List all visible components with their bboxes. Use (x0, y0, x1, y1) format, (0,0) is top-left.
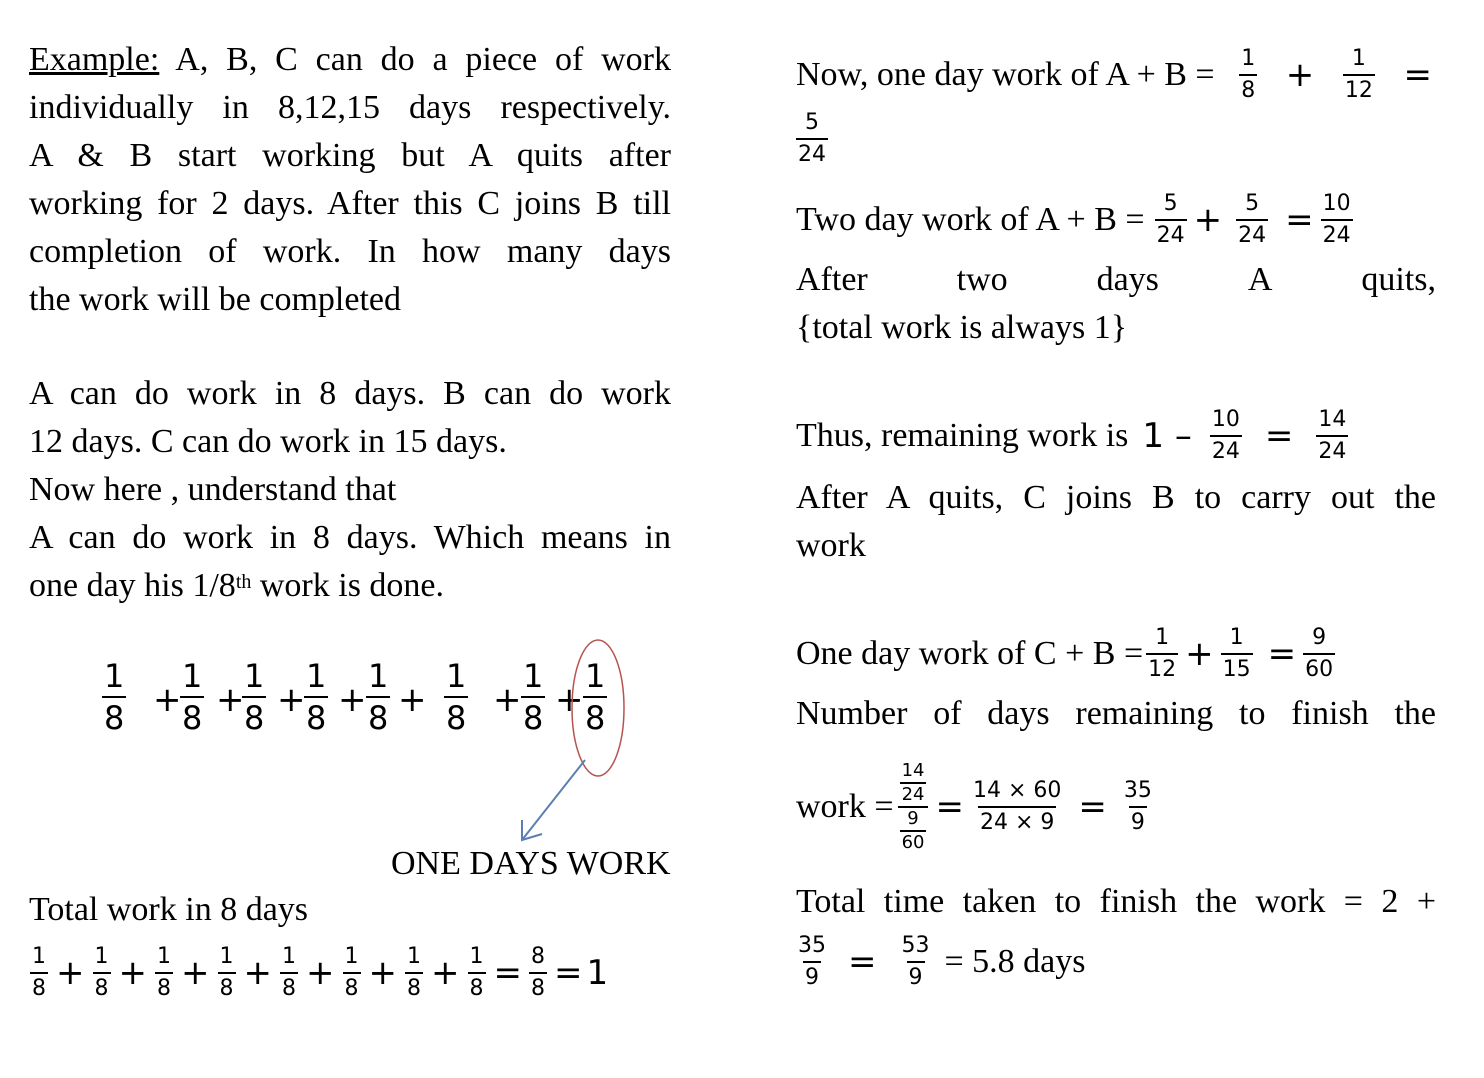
example-label: Example: (29, 41, 160, 78)
fraction: $\frac{10}{24}$ (1322, 191, 1351, 248)
eighth-fraction: $\frac{1}{8}$ (32, 944, 46, 1001)
eighth-fraction: $\frac{1}{8}$ (368, 657, 389, 737)
days-remaining-line: Number of days remaining to finish the (796, 695, 1436, 732)
fraction: $\frac{5}{24}$ (1156, 191, 1185, 248)
after-a-quits-line-1: After A quits, C joins B to carry out the (796, 479, 1436, 516)
line-ab-result (796, 112, 828, 166)
plus-sign: + (153, 680, 182, 720)
eighth-fraction: $\frac{1}{8}$ (407, 944, 421, 1001)
equals-sign: = (554, 953, 583, 993)
equals-sign: = (1285, 200, 1314, 240)
plus-sign: + (493, 680, 522, 720)
plus-sign: + (118, 953, 147, 993)
plus-sign: + (306, 953, 335, 993)
eighth-fraction: $\frac{1}{8}$ (104, 657, 125, 737)
line-ab-two-day: Two day work of A + B = $\frac{5}{24}$ + $\frac{5}{24}$ = $\frac{10}{24}$ (796, 191, 1351, 248)
after-two-days-line: After two days A quits, (796, 261, 1436, 298)
given-line-1: A can do work in 8 days. B can do work (29, 375, 671, 412)
eighth-fraction: $\frac{1}{8}$ (469, 944, 484, 1001)
line-cb-one-day: One day work of C + B = $\frac{1}{12}$ + $\frac{1}{15}$ = $\frac{9}{60}$ (796, 625, 1334, 682)
eighth-fraction: $\frac{1}{8}$ (585, 657, 606, 737)
equals-sign: = (1078, 787, 1107, 827)
problem-line-2: individually in 8,12,15 days respectively. (29, 89, 671, 126)
given-line-3: Now here , understand that (29, 471, 397, 508)
total-work-label: Total work in 8 days (29, 891, 309, 928)
equals-sign: = (848, 942, 877, 982)
fraction: $\frac{10}{24}$ (1211, 407, 1240, 464)
fraction: $\frac{35}{9}$ (798, 933, 826, 990)
total-time-result-line: $\frac{35}{9}$ = $\frac{53}{9}$ = 5.8 days (798, 933, 1086, 990)
sum-fraction: $\frac{8}{8}$ (531, 944, 545, 1001)
plus-sign: + (338, 680, 367, 720)
plus-sign: + (368, 953, 397, 993)
total-work-always-one: {total work is always 1} (796, 309, 1128, 346)
total-time-line: Total time taken to finish the work = 2 + (796, 883, 1436, 920)
equals-sign: = (1264, 416, 1294, 456)
total-work-equation (26, 938, 608, 1008)
plus-sign: + (1285, 55, 1315, 95)
fraction: $\frac{53}{9}$ (901, 933, 930, 990)
plus-sign: + (181, 953, 210, 993)
eighth-fraction: $\frac{1}{8}$ (182, 657, 203, 737)
total-result: 1 (586, 953, 609, 993)
given-line-2: 12 days. C can do work in 15 days. (29, 423, 507, 460)
given-line-4: A can do work in 8 days. Which means in (29, 519, 671, 556)
fraction: $\frac{14 \times 60}{24 \times 9}$ (972, 778, 1062, 835)
eighth-fraction: $\frac{1}{8}$ (157, 944, 171, 1001)
plus-sign: + (1193, 200, 1223, 240)
after-a-quits-line-2: work (796, 527, 866, 564)
plus-sign: + (243, 953, 272, 993)
eighth-fraction: $\frac{1}{8}$ (523, 657, 544, 737)
fraction: $\frac{5}{24}$ (1238, 191, 1267, 248)
plus-sign: + (216, 680, 245, 720)
eighth-fraction: $\frac{1}{8}$ (244, 657, 265, 737)
equals-sign: = (1403, 55, 1432, 95)
fraction: $\frac{9}{60}$ (1305, 625, 1334, 682)
fraction: $\frac{1}{12}$ (1344, 46, 1373, 103)
annotation-graphic (0, 0, 700, 880)
plus-sign: + (431, 953, 460, 993)
eighth-fraction: $\frac{1}{8}$ (219, 944, 234, 1001)
annotation-label: ONE DAYS WORK (391, 845, 671, 882)
fraction: $\frac{1}{15}$ (1222, 625, 1251, 682)
line-ab-one-day: Now, one day work of A + B = $\frac{1}{8}$ + $\frac{1}{12}$ = (796, 46, 1432, 103)
fraction: $\frac{1}{8}$ (1241, 46, 1256, 103)
plus-sign: + (398, 680, 427, 720)
fraction: $\frac{5}{24}$ (798, 110, 826, 167)
equals-sign: = (935, 787, 964, 827)
problem-line-5: completion of work. In how many days (29, 233, 671, 270)
plus-sign: + (56, 953, 85, 993)
problem-line-4: working for 2 days. After this C joins B till (29, 185, 671, 222)
given-line-5: one day his 1/8th work is done. (29, 567, 445, 604)
fraction: $\frac{1}{12}$ (1148, 625, 1177, 682)
work-equation-line: work = $\frac{\frac{14}{24}}{\frac{9}{60}}$ = $\frac{14 \times 60}{24 \times 9}$ = $\frac{35}{9}$ (796, 760, 1152, 853)
plus-sign: + (555, 680, 584, 720)
eighth-fraction: $\frac{1}{8}$ (94, 944, 109, 1001)
equals-sign: = (1267, 634, 1297, 674)
equals-sign: = (493, 953, 522, 993)
eighth-fraction: $\frac{1}{8}$ (282, 944, 296, 1001)
plus-sign: + (277, 680, 306, 720)
complex-fraction: $\frac{\frac{14}{24}}{\frac{9}{60}}$ (898, 762, 929, 852)
problem-line-1: Example: A, B, C can do a piece of work (29, 41, 672, 78)
fraction: $\frac{14}{24}$ (1318, 407, 1347, 464)
eighth-fraction: $\frac{1}{8}$ (344, 944, 359, 1001)
eighth-fraction: $\frac{1}{8}$ (446, 657, 467, 737)
fraction: $\frac{35}{9}$ (1123, 778, 1152, 835)
highlight-circle (572, 640, 624, 776)
remaining-work-line: Thus, remaining work is 1 – $\frac{10}{24}$ = $\frac{14}{24}$ (796, 407, 1347, 464)
plus-sign: + (1185, 634, 1214, 674)
problem-line-3: A & B start working but A quits after (29, 137, 671, 174)
eighth-fraction: $\frac{1}{8}$ (306, 657, 327, 737)
problem-line-6: the work will be completed (29, 281, 402, 318)
annotation-arrow-line (522, 760, 585, 840)
